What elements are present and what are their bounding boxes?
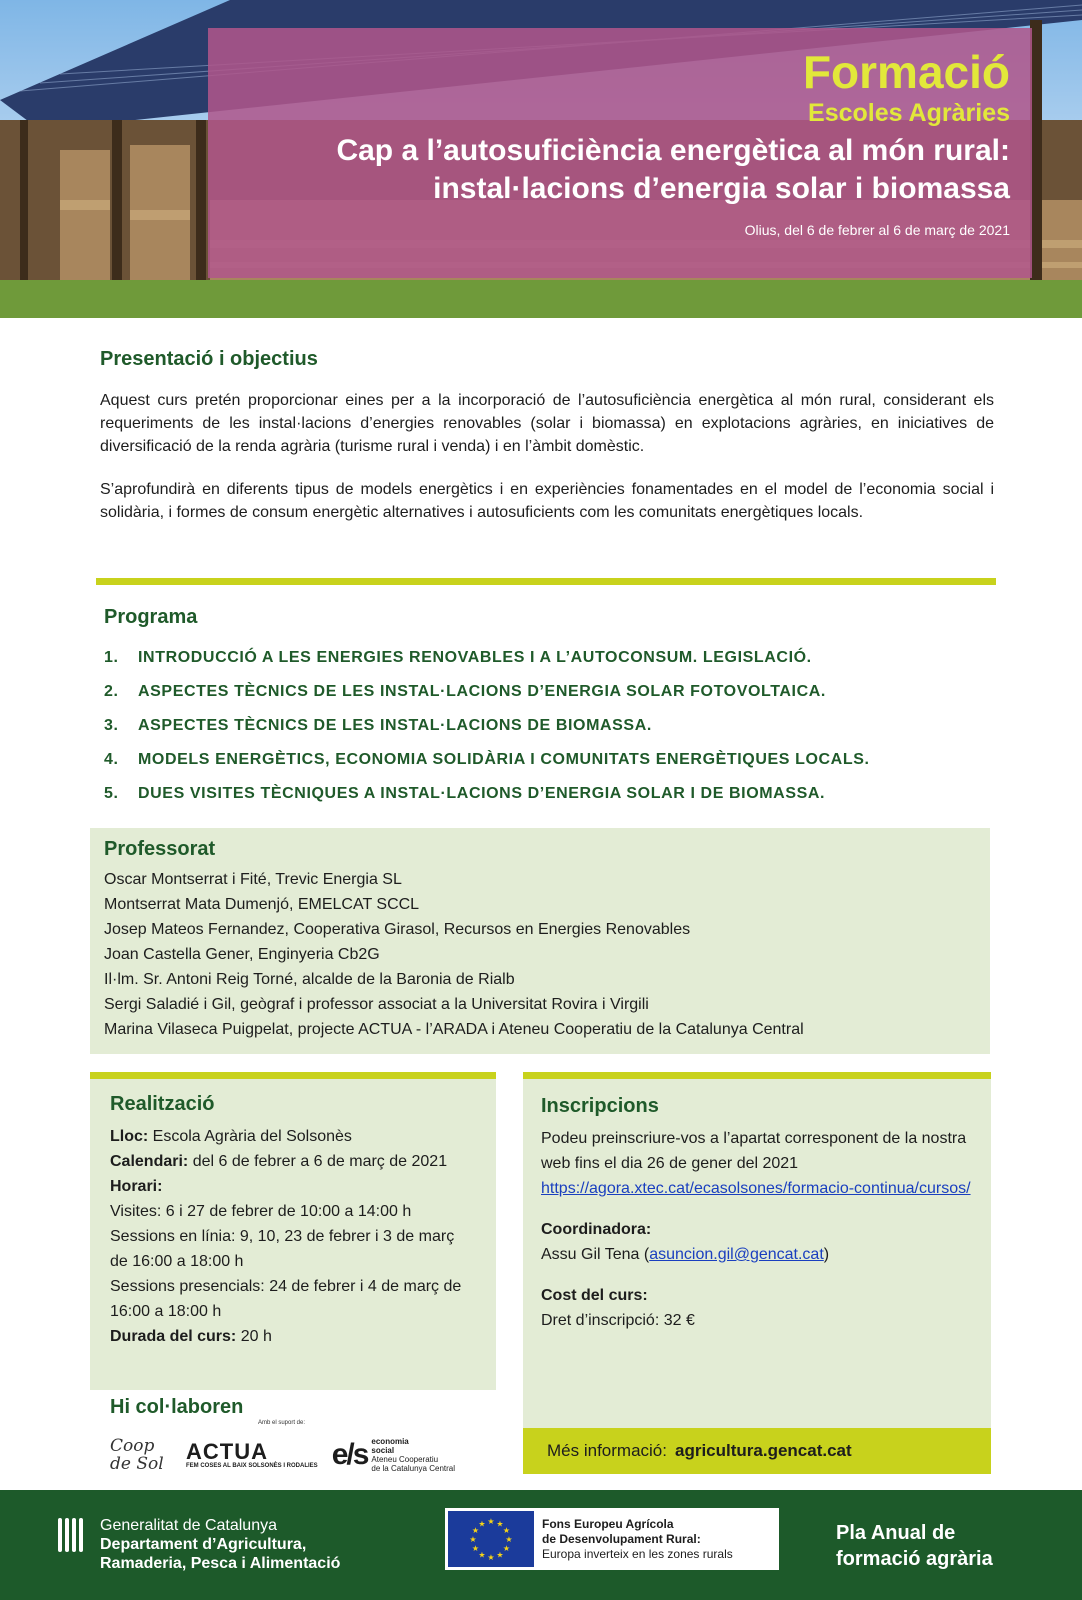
svg-text:★: ★ (487, 1553, 495, 1562)
generalitat-text (100, 1516, 340, 1573)
es-line-2: social (371, 1446, 395, 1455)
suport-label: Amb el suport de: (258, 1420, 306, 1426)
calendari-value: del 6 de febrer a 6 de març de 2021 (188, 1153, 448, 1170)
svg-text:★: ★ (487, 1517, 495, 1526)
calendari-label: Calendari: (110, 1153, 189, 1170)
presentacio-paragraph-1: Aquest curs pretén proporcionar eines per a la incorporació de l’autosuficiència energètica al món rural, considerant els requeriments de les instal·lacions d’energies renovables (solar i biomassa) en explotacions agràries, en iniciatives de diversificació de la renda agrària (turisme rural i venda) i en l’àmbit domèstic. (100, 392, 994, 455)
feader-logo (445, 1508, 779, 1570)
professorat-heading: Professorat (104, 838, 216, 860)
programa-item (104, 641, 994, 675)
svg-text:★: ★ (469, 1535, 477, 1544)
inscripcions-link[interactable]: https://agora.xtec.cat/ecasolsones/formacio-continua/cursos/ (541, 1180, 971, 1197)
svg-text:★: ★ (502, 1526, 511, 1535)
mes-informacio-link[interactable]: agricultura.gencat.cat (674, 1441, 852, 1460)
horari-label-text: Horari: (110, 1178, 163, 1195)
presentacio-heading: Presentació i objectius (100, 348, 318, 370)
es-line-1: economia (371, 1437, 409, 1446)
section-divider (96, 578, 996, 585)
hero-title-box (208, 28, 1032, 278)
economia-social-text (371, 1437, 455, 1473)
programa-item-text: INTRODUCCIÓ A LES ENERGIES RENOVABLES I A L’AUTOCONSUM. LEGISLACIÓ. (138, 649, 812, 666)
durada-row (110, 1324, 476, 1349)
coordinadora-name: Assu Gil Tena ( (541, 1246, 650, 1263)
svg-text:★: ★ (502, 1544, 511, 1553)
coordinadora-email-link[interactable]: asuncion.gil@gencat.cat (649, 1246, 824, 1263)
svg-text:★: ★ (478, 1519, 486, 1529)
horari-presencials: Sessions presencials: 24 de febrer i 4 de març de 16:00 a 18:00 h (110, 1278, 462, 1320)
lloc-value: Escola Agrària del Solsonès (148, 1128, 352, 1145)
lloc-label: Lloc: (110, 1128, 149, 1145)
hero-banner (0, 0, 1082, 318)
professor-entry: Marina Vilaseca Puigpelat, projecte ACTUA - l’ARADA i Ateneu Cooperatiu de la Catalunya Central (104, 1021, 804, 1038)
programa-item-text: ASPECTES TÈCNICS DE LES INSTAL·LACIONS D’ENERGIA SOLAR FOTOVOLTAICA. (138, 683, 826, 700)
horari-visites: Visites: 6 i 27 de febrer de 10:00 a 14:00 h (110, 1203, 412, 1220)
partner-logos (110, 1425, 500, 1485)
professor-entry: Oscar Montserrat i Fité, Trevic Energia SL (104, 871, 402, 888)
programa-item-number: 2. (104, 683, 119, 700)
hero-subtitle: Escoles Agràries (808, 99, 1010, 127)
collaboren-section (110, 1396, 500, 1485)
course-date: Olius, del 6 de febrer al 6 de març de 2021 (744, 222, 1010, 238)
economia-social-symbol: e/s (331, 1438, 368, 1471)
generalitat-name: Generalitat de Catalunya (100, 1517, 277, 1534)
programa-item-text: ASPECTES TÈCNICS DE LES INSTAL·LACIONS DE BIOMASSA. (138, 717, 652, 734)
generalitat-emblem-icon (58, 1516, 90, 1554)
course-title-line2: instal·lacions d’energia solar i biomassa (433, 172, 1010, 205)
calendari-row (110, 1149, 476, 1174)
programa-item-number: 5. (104, 785, 119, 802)
programa-item-text: MODELS ENERGÈTICS, ECONOMIA SOLIDÀRIA I COMUNITATS ENERGÈTIQUES LOCALS. (138, 751, 870, 768)
professorat-panel (90, 828, 990, 1054)
feader-text (542, 1517, 733, 1562)
svg-text:★: ★ (496, 1550, 504, 1560)
collaboren-heading: Hi col·laboren (110, 1396, 244, 1418)
inscripcions-heading: Inscripcions (541, 1095, 659, 1117)
es-line-4: de la Catalunya Central (371, 1464, 456, 1473)
svg-text:★: ★ (478, 1550, 486, 1560)
programa-section (104, 606, 994, 811)
horari-linia: Sessions en línia: 9, 10, 23 de febrer i 3 de març de 16:00 a 18:00 h (110, 1228, 455, 1270)
cost-heading: Cost del curs: (541, 1287, 648, 1304)
pla-anual-line2: formació agrària (836, 1548, 993, 1570)
course-title (208, 132, 1010, 208)
durada-value: 20 h (236, 1328, 272, 1345)
hero-kicker: Formació (802, 46, 1010, 98)
programa-item (104, 777, 994, 811)
professor-entry: Josep Mateos Fernandez, Cooperativa Girasol, Recursos en Energies Renovables (104, 921, 691, 938)
generalitat-logo (58, 1516, 340, 1573)
programa-item (104, 709, 994, 743)
department-name-line1: Departament d’Agricultura, (100, 1536, 307, 1553)
presentacio-section (100, 348, 994, 524)
programa-item-number: 1. (104, 649, 119, 666)
lloc-row (110, 1124, 476, 1149)
programa-item-text: DUES VISITES TÈCNIQUES A INSTAL·LACIONS D’ENERGIA SOLAR I DE BIOMASSA. (138, 785, 826, 802)
realitzacio-heading: Realització (110, 1093, 215, 1115)
mes-informacio-label: Més informació: (547, 1441, 667, 1460)
svg-text:★: ★ (471, 1544, 480, 1553)
feader-line1: Fons Europeu Agrícola (542, 1516, 674, 1531)
coordinadora-close: ) (823, 1246, 830, 1263)
programa-item-number: 4. (104, 751, 119, 768)
economia-social-logo (332, 1437, 455, 1473)
inscripcions-text: Podeu preinscriure-vos a l’apartat corresponent de la nostra web fins el dia 26 de gener del 2021 (541, 1130, 967, 1172)
actua-logo-tag: FEM COSES AL BAIX SOLSONÈS I RODALIES (186, 1462, 318, 1469)
actua-logo-text: ACTUA (186, 1438, 268, 1464)
durada-label: Durada del curs: (110, 1328, 237, 1345)
programa-item (104, 675, 994, 709)
professor-entry: Sergi Saladié i Gil, geògraf i professor associat a la Universitat Rovira i Virgili (104, 996, 649, 1013)
mes-informacio-bar (523, 1428, 991, 1474)
realitzacio-panel (90, 1072, 496, 1390)
department-name-line2: Ramaderia, Pesca i Alimentació (100, 1555, 341, 1572)
es-line-3: Ateneu Cooperatiu (371, 1455, 439, 1464)
actua-logo (186, 1438, 318, 1470)
eu-flag-icon (448, 1511, 534, 1567)
footer (0, 1490, 1082, 1600)
presentacio-paragraph-2: S’aprofundirà en diferents tipus de models energètics i en experiències fonamentades en el model de l’economia social i solidària, i formes de consum energètic alternatives i autosuficients com les comunitats energètiques locals. (100, 481, 994, 521)
pla-anual (836, 1520, 993, 1572)
professor-entry: Il·lm. Sr. Antoni Reig Torné, alcalde de la Baronia de Rialb (104, 971, 515, 988)
cost-value: Dret d’inscripció: 32 € (541, 1312, 695, 1329)
course-title-line1: Cap a l’autosuficiència energètica al món rural: (336, 134, 1010, 167)
programa-item (104, 743, 994, 777)
professor-entry: Joan Castella Gener, Enginyeria Cb2G (104, 946, 380, 963)
feader-line3: Europa inverteix en les zones rurals (542, 1546, 733, 1561)
horari-label (110, 1174, 476, 1199)
svg-text:★: ★ (496, 1519, 504, 1529)
coordinadora-heading: Coordinadora: (541, 1221, 652, 1238)
professor-entry: Montserrat Mata Dumenjó, EMELCAT SCCL (104, 896, 420, 913)
coop-de-sol-logo: Coop de Sol (110, 1436, 164, 1474)
coordinadora-row (541, 1242, 973, 1267)
programa-list (104, 641, 994, 811)
svg-text:★: ★ (505, 1535, 513, 1544)
programa-heading: Programa (104, 606, 198, 628)
feader-line2: de Desenvolupament Rural: (542, 1531, 701, 1546)
inscripcions-panel (523, 1072, 991, 1474)
svg-text:★: ★ (471, 1526, 480, 1535)
pla-anual-line1: Pla Anual de (836, 1522, 956, 1544)
programa-item-number: 3. (104, 717, 119, 734)
